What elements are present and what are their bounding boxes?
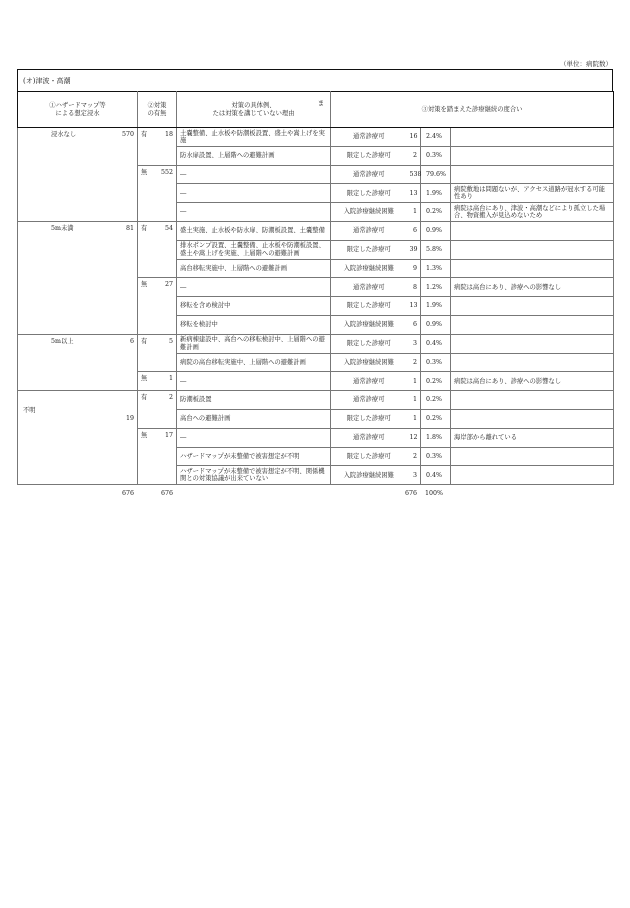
note-text: [451, 391, 614, 410]
note-text: [451, 447, 614, 466]
continuity-count: 16: [407, 128, 421, 147]
continuity-count: 13: [407, 297, 421, 316]
continuity-count: 8: [407, 278, 421, 297]
continuity-pct: 0.9%: [421, 315, 451, 334]
note-text: [451, 259, 614, 278]
continuity-status: 通常診療可: [331, 278, 407, 297]
total-measure: 676: [160, 489, 173, 497]
measure-flag: 有: [138, 334, 153, 372]
table-row: [18, 391, 614, 410]
note-text: 病院は高台にあり、津波・高潮などにより孤立した場合、物資搬入が見込めないため: [451, 203, 614, 222]
hazard-count: 19: [113, 391, 138, 485]
example-text: ―: [177, 203, 331, 222]
table-row: [18, 334, 614, 353]
continuity-pct: 1.2%: [421, 278, 451, 297]
unit-note: （単位：病院数）: [560, 60, 612, 68]
continuity-count: 12: [407, 428, 421, 447]
continuity-status: 限定した診療可: [331, 447, 407, 466]
header-example: [177, 92, 331, 128]
continuity-status: 通常診療可: [331, 372, 407, 391]
continuity-count: 1: [407, 203, 421, 222]
continuity-pct: 0.2%: [421, 409, 451, 428]
measure-flag: 有: [138, 128, 153, 166]
example-text: 排水ポンプ設置、土嚢整備、止水板や防潮板設置、盛土や嵩上げを実施、上層階への避難計画: [177, 240, 331, 259]
continuity-count: 6: [407, 221, 421, 240]
example-text: 防水扉設置、上層階への避難計画: [177, 146, 331, 165]
note-text: 病院は高台にあり、診療への影響なし: [451, 278, 614, 297]
continuity-pct: 0.4%: [421, 466, 451, 485]
continuity-status: 通常診療可: [331, 221, 407, 240]
example-text: ―: [177, 372, 331, 391]
note-text: [451, 221, 614, 240]
example-text: ハザードマップが未整備で被害想定が不明: [177, 447, 331, 466]
example-text: 盛土実施、止水板や防水扉、防潮板設置、土嚢整備: [177, 221, 331, 240]
note-text: 海岸部から離れている: [451, 428, 614, 447]
hazard-count: 570: [113, 128, 138, 222]
hazard-label: 5m未満: [18, 221, 113, 334]
continuity-pct: 0.9%: [421, 221, 451, 240]
measure-flag: 無: [138, 428, 153, 484]
measure-flag: 有: [138, 391, 153, 429]
totals-row: [17, 485, 613, 501]
continuity-count: 2: [407, 447, 421, 466]
example-text: 土嚢整備、止水板や防潮板設置、盛土や嵩上げを実施: [177, 128, 331, 147]
example-text: 移転を含め検討中: [177, 297, 331, 316]
example-text: ―: [177, 165, 331, 184]
note-text: [451, 128, 614, 147]
continuity-status: 通常診療可: [331, 128, 407, 147]
continuity-pct: 0.3%: [421, 146, 451, 165]
continuity-count: 2: [407, 146, 421, 165]
continuity-count: 1: [407, 372, 421, 391]
note-text: [451, 315, 614, 334]
example-text: 新病棟建設中、高台への移転検討中、上層階への避難計画: [177, 334, 331, 353]
header-example-ma: ま: [317, 100, 325, 107]
hazard-label: 浸水なし: [18, 128, 113, 222]
continuity-pct: 0.2%: [421, 203, 451, 222]
measure-count: 18: [153, 128, 177, 166]
continuity-pct: 0.2%: [421, 372, 451, 391]
header-hazard: [18, 92, 138, 128]
note-text: [451, 297, 614, 316]
continuity-status: 通常診療可: [331, 391, 407, 410]
continuity-status: 限定した診療可: [331, 334, 407, 353]
continuity-pct: 0.3%: [421, 353, 451, 372]
hazard-label: 5m以上: [18, 334, 113, 390]
continuity-status: 通常診療可: [331, 428, 407, 447]
continuity-pct: 5.8%: [421, 240, 451, 259]
note-text: [451, 409, 614, 428]
continuity-count: 9: [407, 259, 421, 278]
continuity-pct: 1.3%: [421, 259, 451, 278]
table-row: [18, 221, 614, 240]
hazard-count: 6: [113, 334, 138, 390]
header-measure: [138, 92, 177, 128]
measure-count: 27: [153, 278, 177, 334]
continuity-status: 通常診療可: [331, 165, 407, 184]
example-text: ―: [177, 428, 331, 447]
example-text: ―: [177, 184, 331, 203]
continuity-status: 限定した診療可: [331, 146, 407, 165]
continuity-count: 1: [407, 409, 421, 428]
measure-count: 54: [153, 221, 177, 277]
continuity-count: 3: [407, 466, 421, 485]
example-text: 防潮板設置: [177, 391, 331, 410]
total-pct: 100%: [425, 489, 444, 497]
continuity-status: 入院診療継続困難: [331, 259, 407, 278]
header-row: [18, 92, 614, 128]
continuity-pct: 79.6%: [421, 165, 451, 184]
continuity-status: 限定した診療可: [331, 184, 407, 203]
continuity-count: 538: [407, 165, 421, 184]
measure-count: 17: [153, 428, 177, 484]
note-text: [451, 165, 614, 184]
continuity-count: 6: [407, 315, 421, 334]
hazard-label: 不明: [18, 391, 113, 485]
measure-count: 5: [153, 334, 177, 372]
example-text: 高台への避難計画: [177, 409, 331, 428]
example-text: ―: [177, 278, 331, 297]
measure-flag: 無: [138, 278, 153, 334]
continuity-pct: 1.9%: [421, 297, 451, 316]
continuity-count: 13: [407, 184, 421, 203]
header-hazard-text: ①ハザードマップ等 による想定浸水: [49, 102, 106, 117]
continuity-count: 2: [407, 353, 421, 372]
header-example-line1: 対策の具体例、: [231, 102, 276, 110]
continuity-pct: 1.9%: [421, 184, 451, 203]
continuity-pct: 1.8%: [421, 428, 451, 447]
continuity-status: 入院診療継続困難: [331, 466, 407, 485]
continuity-status: 入院診療継続困難: [331, 353, 407, 372]
note-text: [451, 240, 614, 259]
table-row: [18, 128, 614, 147]
note-text: 病院は高台にあり、診療への影響なし: [451, 372, 614, 391]
continuity-count: 1: [407, 391, 421, 410]
section-title: (オ)津波・高潮: [17, 69, 613, 91]
total-hazard: 676: [121, 489, 134, 497]
header-continuity: ③対策を踏まえた診療継続の度合い: [331, 92, 614, 128]
continuity-pct: 0.4%: [421, 334, 451, 353]
continuity-status: 限定した診療可: [331, 240, 407, 259]
note-text: [451, 466, 614, 485]
note-text: 病院敷地は問題ないが、アクセス道路が冠水する可能性あり: [451, 184, 614, 203]
report-sheet: [17, 69, 613, 501]
continuity-pct: 2.4%: [421, 128, 451, 147]
continuity-status: 限定した診療可: [331, 409, 407, 428]
continuity-count: 39: [407, 240, 421, 259]
note-text: [451, 353, 614, 372]
continuity-status: 入院診療継続困難: [331, 203, 407, 222]
header-measure-text: ②対策 の有無: [147, 102, 167, 117]
continuity-pct: 0.3%: [421, 447, 451, 466]
measure-flag: 無: [138, 372, 153, 391]
continuity-pct: 0.2%: [421, 391, 451, 410]
note-text: [451, 146, 614, 165]
header-example-line2: たは対策を講じていない理由: [212, 109, 295, 117]
example-text: ハザードマップが未整備で被害想定が不明、関係機関との対策協議が出来ていない: [177, 466, 331, 485]
continuity-status: 入院診療継続困難: [331, 315, 407, 334]
measure-count: 552: [153, 165, 177, 221]
measure-flag: 無: [138, 165, 153, 221]
continuity-count: 3: [407, 334, 421, 353]
example-text: 病院の高台移転実施中、上層階への避難計画: [177, 353, 331, 372]
measure-count: 2: [153, 391, 177, 429]
table-body: [18, 128, 614, 485]
continuity-status: 限定した診療可: [331, 297, 407, 316]
flood-countermeasure-table: [17, 91, 614, 485]
example-text: 高台移転実施中、上層階への避難計画: [177, 259, 331, 278]
measure-count: 1: [153, 372, 177, 391]
measure-flag: 有: [138, 221, 153, 277]
example-text: 移転を検討中: [177, 315, 331, 334]
total-continuity: 676: [404, 489, 417, 497]
note-text: [451, 334, 614, 353]
hazard-count: 81: [113, 221, 138, 334]
